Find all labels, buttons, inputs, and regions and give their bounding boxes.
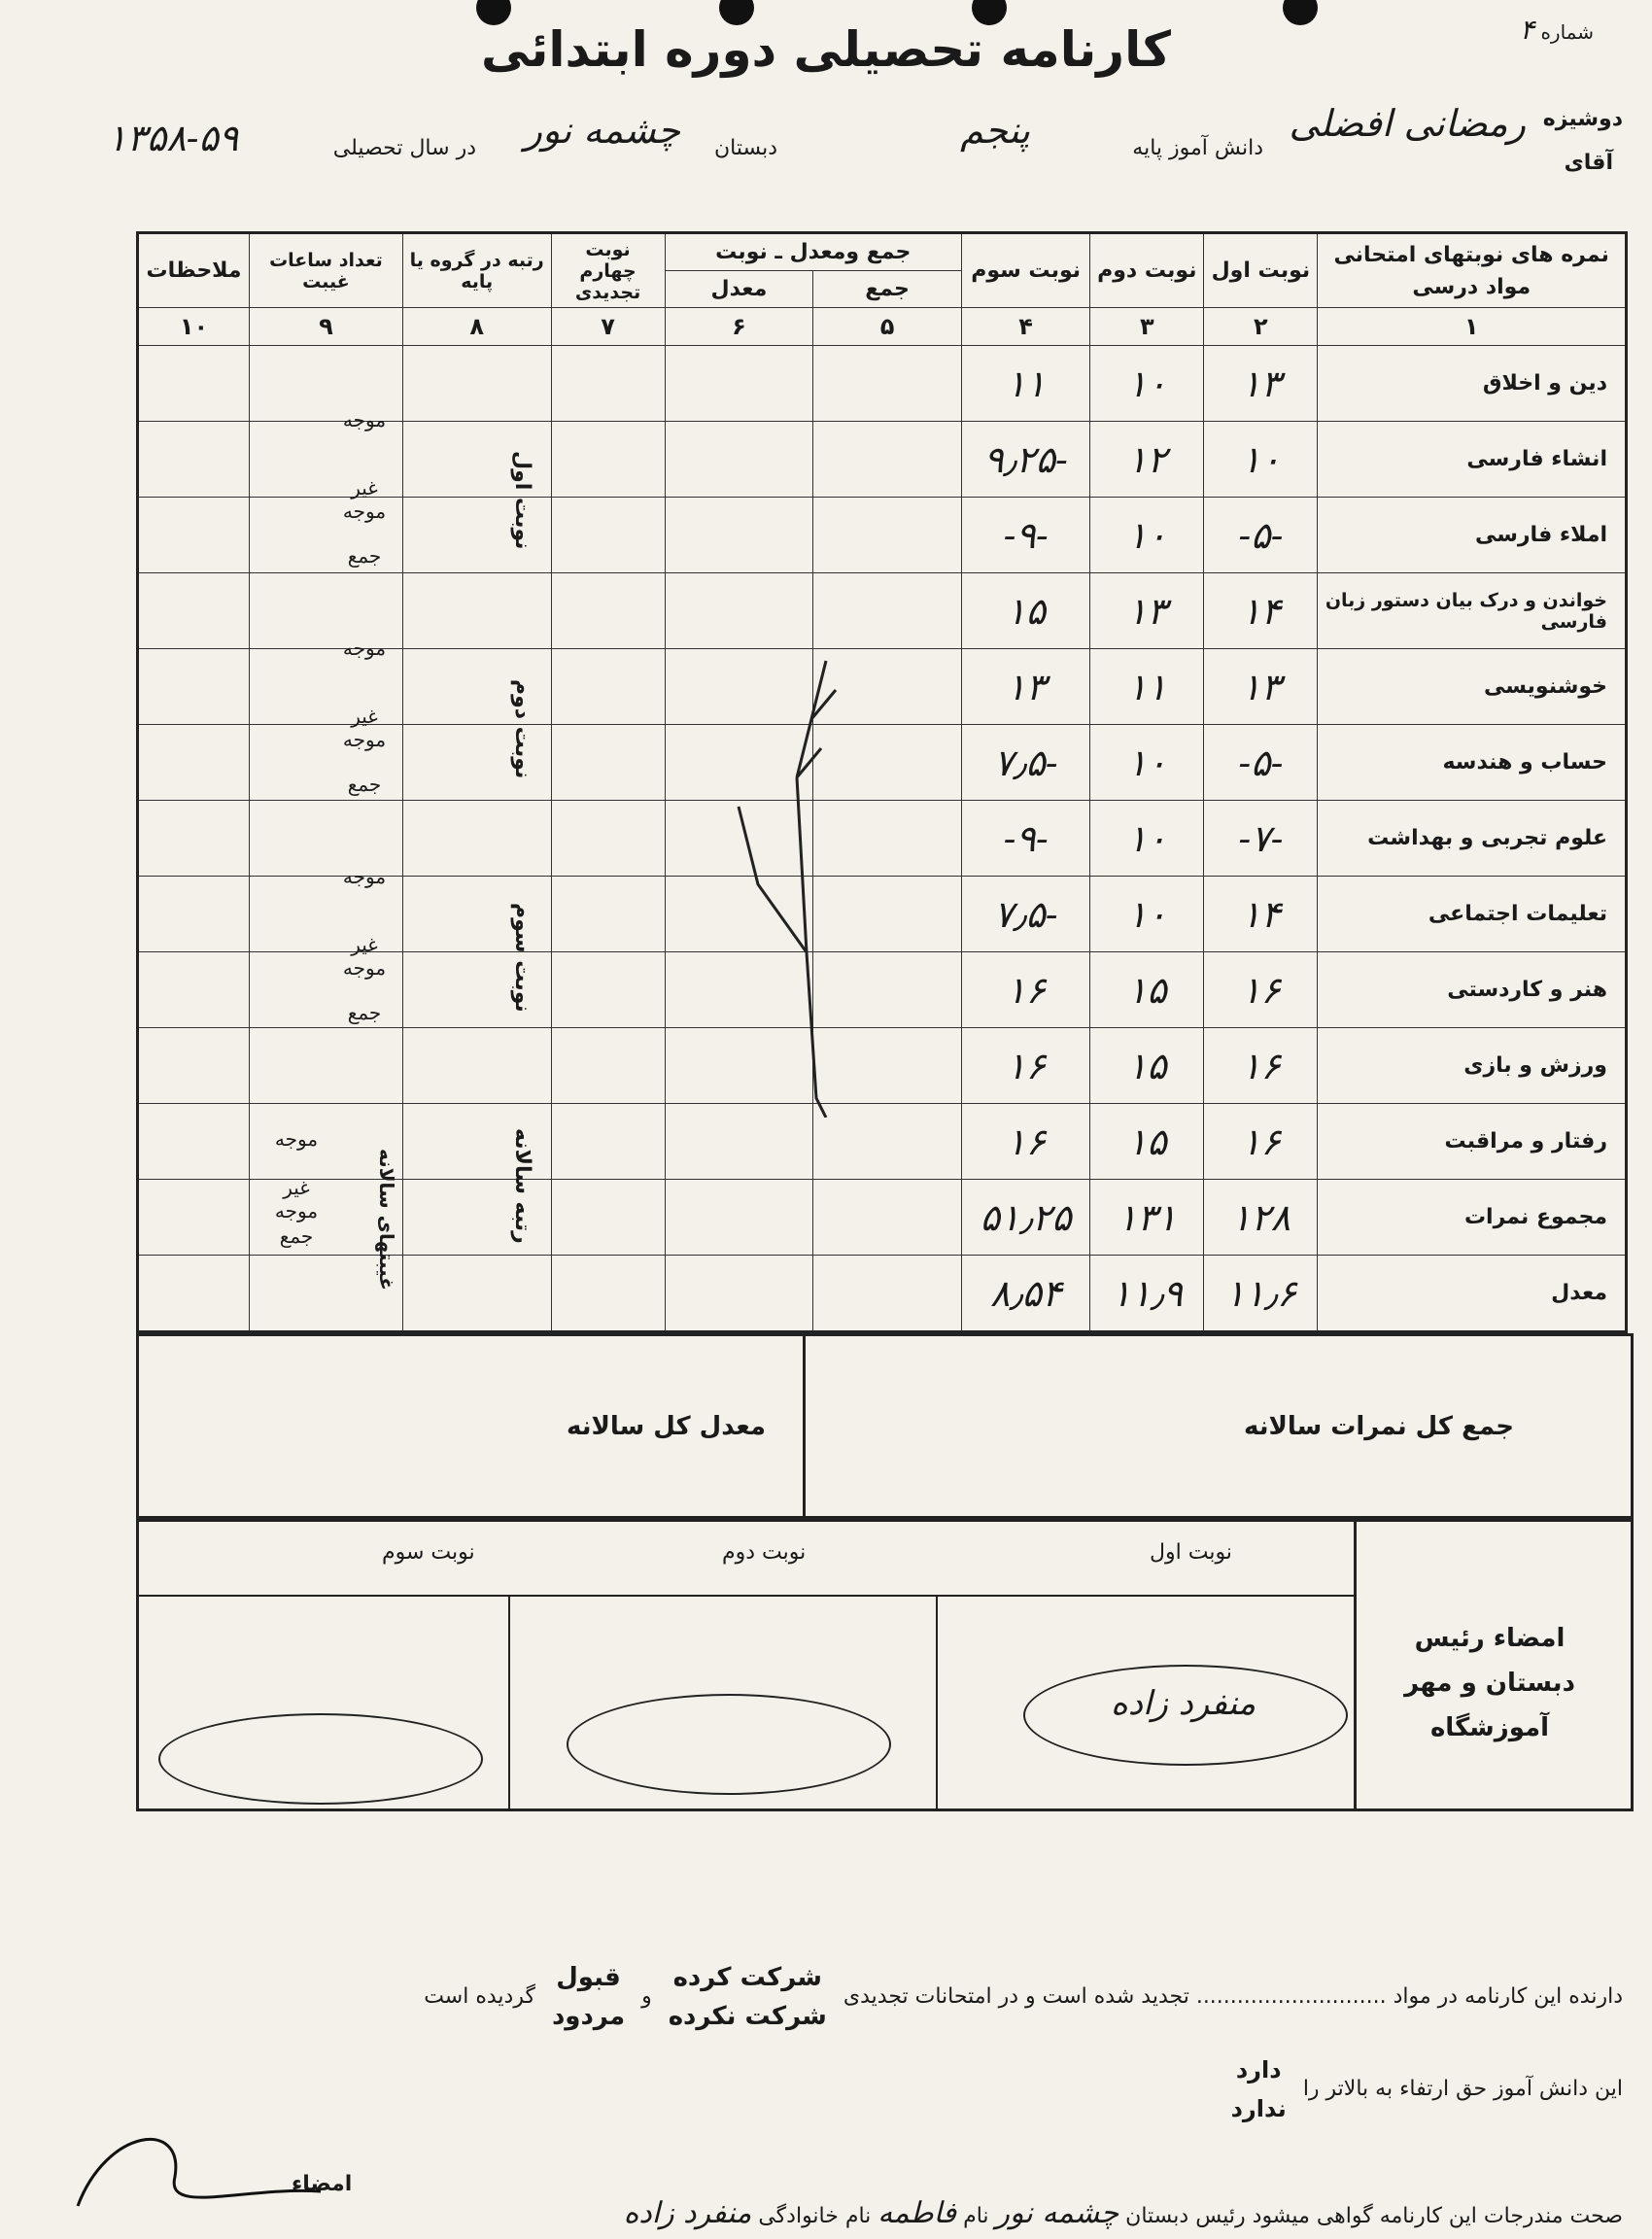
signatures-box	[136, 1516, 1634, 1811]
term1-grade: ۱۳	[1204, 649, 1318, 725]
absence-label: موجه	[342, 408, 387, 431]
subject-cell: رفتار و مراقبت	[1318, 1104, 1627, 1180]
term4-cell	[551, 952, 665, 1028]
term3-grade: ۱۳	[961, 649, 1089, 725]
term3-grade: ۱۱	[961, 346, 1089, 422]
term1-grade: ۱۳	[1204, 346, 1318, 422]
subject-cell: تعلیمات اجتماعی	[1318, 877, 1627, 952]
term2-grade: ۱۲	[1090, 422, 1204, 498]
summary-box	[136, 1333, 1634, 1522]
term3-grade: ۵۱٫۲۵	[961, 1180, 1089, 1256]
sum-cell	[813, 422, 962, 498]
footer-line-2: این دانش آموز حق ارتفاء به بالاتر را دارد ندارد	[1230, 2056, 1623, 2122]
rank-header: رتبه در گروه یا پایه	[402, 233, 551, 308]
rank-term-label: رتبه سالانه	[510, 1127, 534, 1244]
avg-cell	[665, 573, 813, 649]
rank-term-label: نوبت سوم	[510, 902, 534, 1013]
annual-average-label: معدل کل سالانه	[566, 1412, 766, 1441]
absence-label: جمع	[347, 1001, 382, 1024]
document-number: شماره ۴	[1520, 14, 1594, 46]
footer-line-3: صحت مندرجات این کارنامه گواهی میشود رئیس دبستان چشمه نور نام فاطمه نام خانوادگی منفرد زاده	[623, 2196, 1623, 2230]
term2-grade: ۱۵	[1090, 952, 1204, 1028]
subject-cell: دین و اخلاق	[1318, 346, 1627, 422]
absence-label: جمع	[347, 773, 382, 796]
term1-grade: -۷-	[1204, 801, 1318, 877]
term3-grade: ۱۶	[961, 952, 1089, 1028]
term4-header: نوبت چهارم تجدیدی	[551, 233, 665, 308]
term1-sign-label: نوبت اول	[1150, 1540, 1232, 1565]
notes-cell	[138, 952, 250, 1028]
absence-label: موجه	[342, 865, 387, 888]
yearly-absence-label: جمع	[279, 1224, 314, 1248]
school-value: چشمه نور	[524, 109, 680, 152]
accepted-option: قبول	[556, 1963, 621, 1992]
sum-cell	[813, 1180, 962, 1256]
term1-signature: منفرد زاده	[1111, 1684, 1256, 1723]
notes-cell	[138, 573, 250, 649]
term3-grade: -۹-	[961, 498, 1089, 573]
avg-cell	[665, 498, 813, 573]
yearly-absence-label: موجه	[274, 1127, 319, 1151]
term1-grade: ۱۰	[1204, 422, 1318, 498]
signature-label: امضاء	[292, 2172, 353, 2196]
notes-cell	[138, 801, 250, 877]
term4-cell	[551, 877, 665, 952]
signature-scribble	[68, 2118, 340, 2225]
subject-cell: هنر و کاردستی	[1318, 952, 1627, 1028]
notes-cell	[138, 1104, 250, 1180]
notes-header: ملاحظات	[138, 233, 250, 308]
not-participated-option: شرکت نکرده	[668, 2002, 827, 2031]
student-name: رمضانی افضلی	[1289, 102, 1526, 145]
col-number: ۲	[1204, 308, 1318, 346]
term4-cell	[551, 1180, 665, 1256]
rank-term-label: نوبت دوم	[510, 678, 534, 779]
term2-grade: ۱۳۱	[1090, 1180, 1204, 1256]
term3-grade: -۹٫۲۵	[961, 422, 1089, 498]
page-title: کارنامه تحصیلی دوره ابتدائی	[481, 21, 1171, 78]
term1-grade: -۵-	[1204, 498, 1318, 573]
subject-cell: حساب و هندسه	[1318, 725, 1627, 801]
term4-cell	[551, 1256, 665, 1332]
mr-label: آقای	[1564, 151, 1613, 175]
term1-grade: ۱۲۸	[1204, 1180, 1318, 1256]
grade-value: پنجم	[960, 109, 1030, 152]
term2-grade: ۱۱	[1090, 649, 1204, 725]
yearly-absence-label: غیر موجه	[274, 1176, 319, 1223]
notes-cell	[138, 649, 250, 725]
absence-label: غیر موجه	[342, 705, 387, 751]
term4-cell	[551, 649, 665, 725]
subject-cell: خوشنویسی	[1318, 649, 1627, 725]
term1-grade: ۱۱٫۶	[1204, 1256, 1318, 1332]
sum-cell	[813, 1256, 962, 1332]
school-label: دبستان	[713, 136, 777, 160]
term3-grade: ۱۵	[961, 573, 1089, 649]
term3-grade: -۹-	[961, 801, 1089, 877]
term1-grade: ۱۶	[1204, 1104, 1318, 1180]
subjects-header: نمره های نوبتهای امتحانی مواد درسی	[1318, 233, 1627, 308]
term2-grade: ۱۰	[1090, 725, 1204, 801]
term4-cell	[551, 1104, 665, 1180]
rank-term-label: نوبت اول	[510, 451, 534, 550]
term2-grade: ۱۵	[1090, 1104, 1204, 1180]
col-number: ۹	[250, 308, 403, 346]
term4-cell	[551, 1028, 665, 1104]
col-number: ۱	[1318, 308, 1627, 346]
term3-header: نوبت سوم	[961, 233, 1089, 308]
avg-cell	[665, 346, 813, 422]
col-number: ۵	[813, 308, 962, 346]
year-label: در سال تحصیلی	[332, 136, 476, 160]
term2-grade: ۱۳	[1090, 573, 1204, 649]
term4-cell	[551, 346, 665, 422]
term2-grade: ۱۰	[1090, 498, 1204, 573]
term3-grade: -۷٫۵	[961, 725, 1089, 801]
subject-cell: ورزش و بازی	[1318, 1028, 1627, 1104]
notes-cell	[138, 1256, 250, 1332]
term2-grade: ۱۰	[1090, 801, 1204, 877]
notes-cell	[138, 422, 250, 498]
term1-header: نوبت اول	[1204, 233, 1318, 308]
term4-cell	[551, 573, 665, 649]
grade-label: دانش آموز پایه	[1132, 136, 1263, 160]
col-number: ۳	[1090, 308, 1204, 346]
term2-header: نوبت دوم	[1090, 233, 1204, 308]
absence-label: غیر موجه	[342, 476, 387, 523]
absence-label: جمع	[347, 544, 382, 568]
term2-grade: ۱۱٫۹	[1090, 1256, 1204, 1332]
has-option: دارد	[1235, 2056, 1282, 2084]
term3-grade: ۱۶	[961, 1104, 1089, 1180]
subject-cell: املاء فارسی	[1318, 498, 1627, 573]
col-number: ۷	[551, 308, 665, 346]
term4-cell	[551, 725, 665, 801]
principal-signature-label: امضاء رئیس دبستان و مهر آموزشگاه	[1404, 1624, 1575, 1742]
subject-cell: معدل	[1318, 1256, 1627, 1332]
term4-cell	[551, 422, 665, 498]
subject-cell: خواندن و درک بیان دستور زبان فارسی	[1318, 573, 1627, 649]
notes-cell	[138, 877, 250, 952]
term2-grade: ۱۰	[1090, 877, 1204, 952]
avg-cell	[665, 1256, 813, 1332]
notes-cell	[138, 498, 250, 573]
term3-grade: -۷٫۵	[961, 877, 1089, 952]
rejected-option: مردود	[551, 2002, 626, 2031]
avg-cell	[665, 1180, 813, 1256]
absence-header: تعداد ساعات غیبت	[250, 233, 403, 308]
term2-sign-label: نوبت دوم	[722, 1540, 807, 1565]
notes-cell	[138, 725, 250, 801]
stamp-oval	[567, 1694, 891, 1795]
subject-cell: علوم تجربی و بهداشت	[1318, 801, 1627, 877]
absence-label: موجه	[342, 637, 387, 660]
absence-cell	[250, 1028, 403, 1104]
avg-cell	[665, 422, 813, 498]
sum-avg-header: جمع ومعدل ـ نوبت جمع معدل	[665, 233, 961, 308]
term4-cell	[551, 801, 665, 877]
has-not-option: ندارد	[1230, 2095, 1287, 2122]
sum-cell	[813, 498, 962, 573]
term1-grade: -۵-	[1204, 725, 1318, 801]
col-number: ۱۰	[138, 308, 250, 346]
col-number: ۶	[665, 308, 813, 346]
term1-grade: ۱۶	[1204, 1028, 1318, 1104]
col-number: ۴	[961, 308, 1089, 346]
term1-grade: ۱۴	[1204, 573, 1318, 649]
handwritten-scribble	[719, 641, 855, 1118]
term3-grade: ۸٫۵۴	[961, 1256, 1089, 1332]
absence-label: غیر موجه	[342, 933, 387, 980]
term1-grade: ۱۶	[1204, 952, 1318, 1028]
stamp-oval	[158, 1713, 483, 1805]
term3-sign-label: نوبت سوم	[382, 1540, 475, 1565]
participated-option: شرکت کرده	[672, 1963, 822, 1992]
notes-cell	[138, 1180, 250, 1256]
sum-cell	[813, 346, 962, 422]
term1-grade: ۱۴	[1204, 877, 1318, 952]
subject-cell: انشاء فارسی	[1318, 422, 1627, 498]
term2-grade: ۱۰	[1090, 346, 1204, 422]
yearly-absence-title: غیبتهای سالانه	[375, 1149, 398, 1291]
sum-cell	[813, 573, 962, 649]
notes-cell	[138, 1028, 250, 1104]
term4-cell	[551, 498, 665, 573]
notes-cell	[138, 346, 250, 422]
footer-line-1: دارنده این کارنامه در مواد ............................ تجدید شده است و در امتحانات تجدیدی شرکت کرده شرکت نکرده و قبول مردود گردیده است	[424, 1963, 1623, 2031]
miss-label: دوشیزه	[1542, 107, 1623, 131]
term2-grade: ۱۵	[1090, 1028, 1204, 1104]
subject-cell: مجموع نمرات	[1318, 1180, 1627, 1256]
col-number: ۸	[402, 308, 551, 346]
term3-grade: ۱۶	[961, 1028, 1089, 1104]
annual-total-label: جمع کل نمرات سالانه	[1243, 1412, 1514, 1441]
table-row	[138, 1028, 1627, 1104]
year-value: ۱۳۵۸-۵۹	[107, 117, 239, 159]
